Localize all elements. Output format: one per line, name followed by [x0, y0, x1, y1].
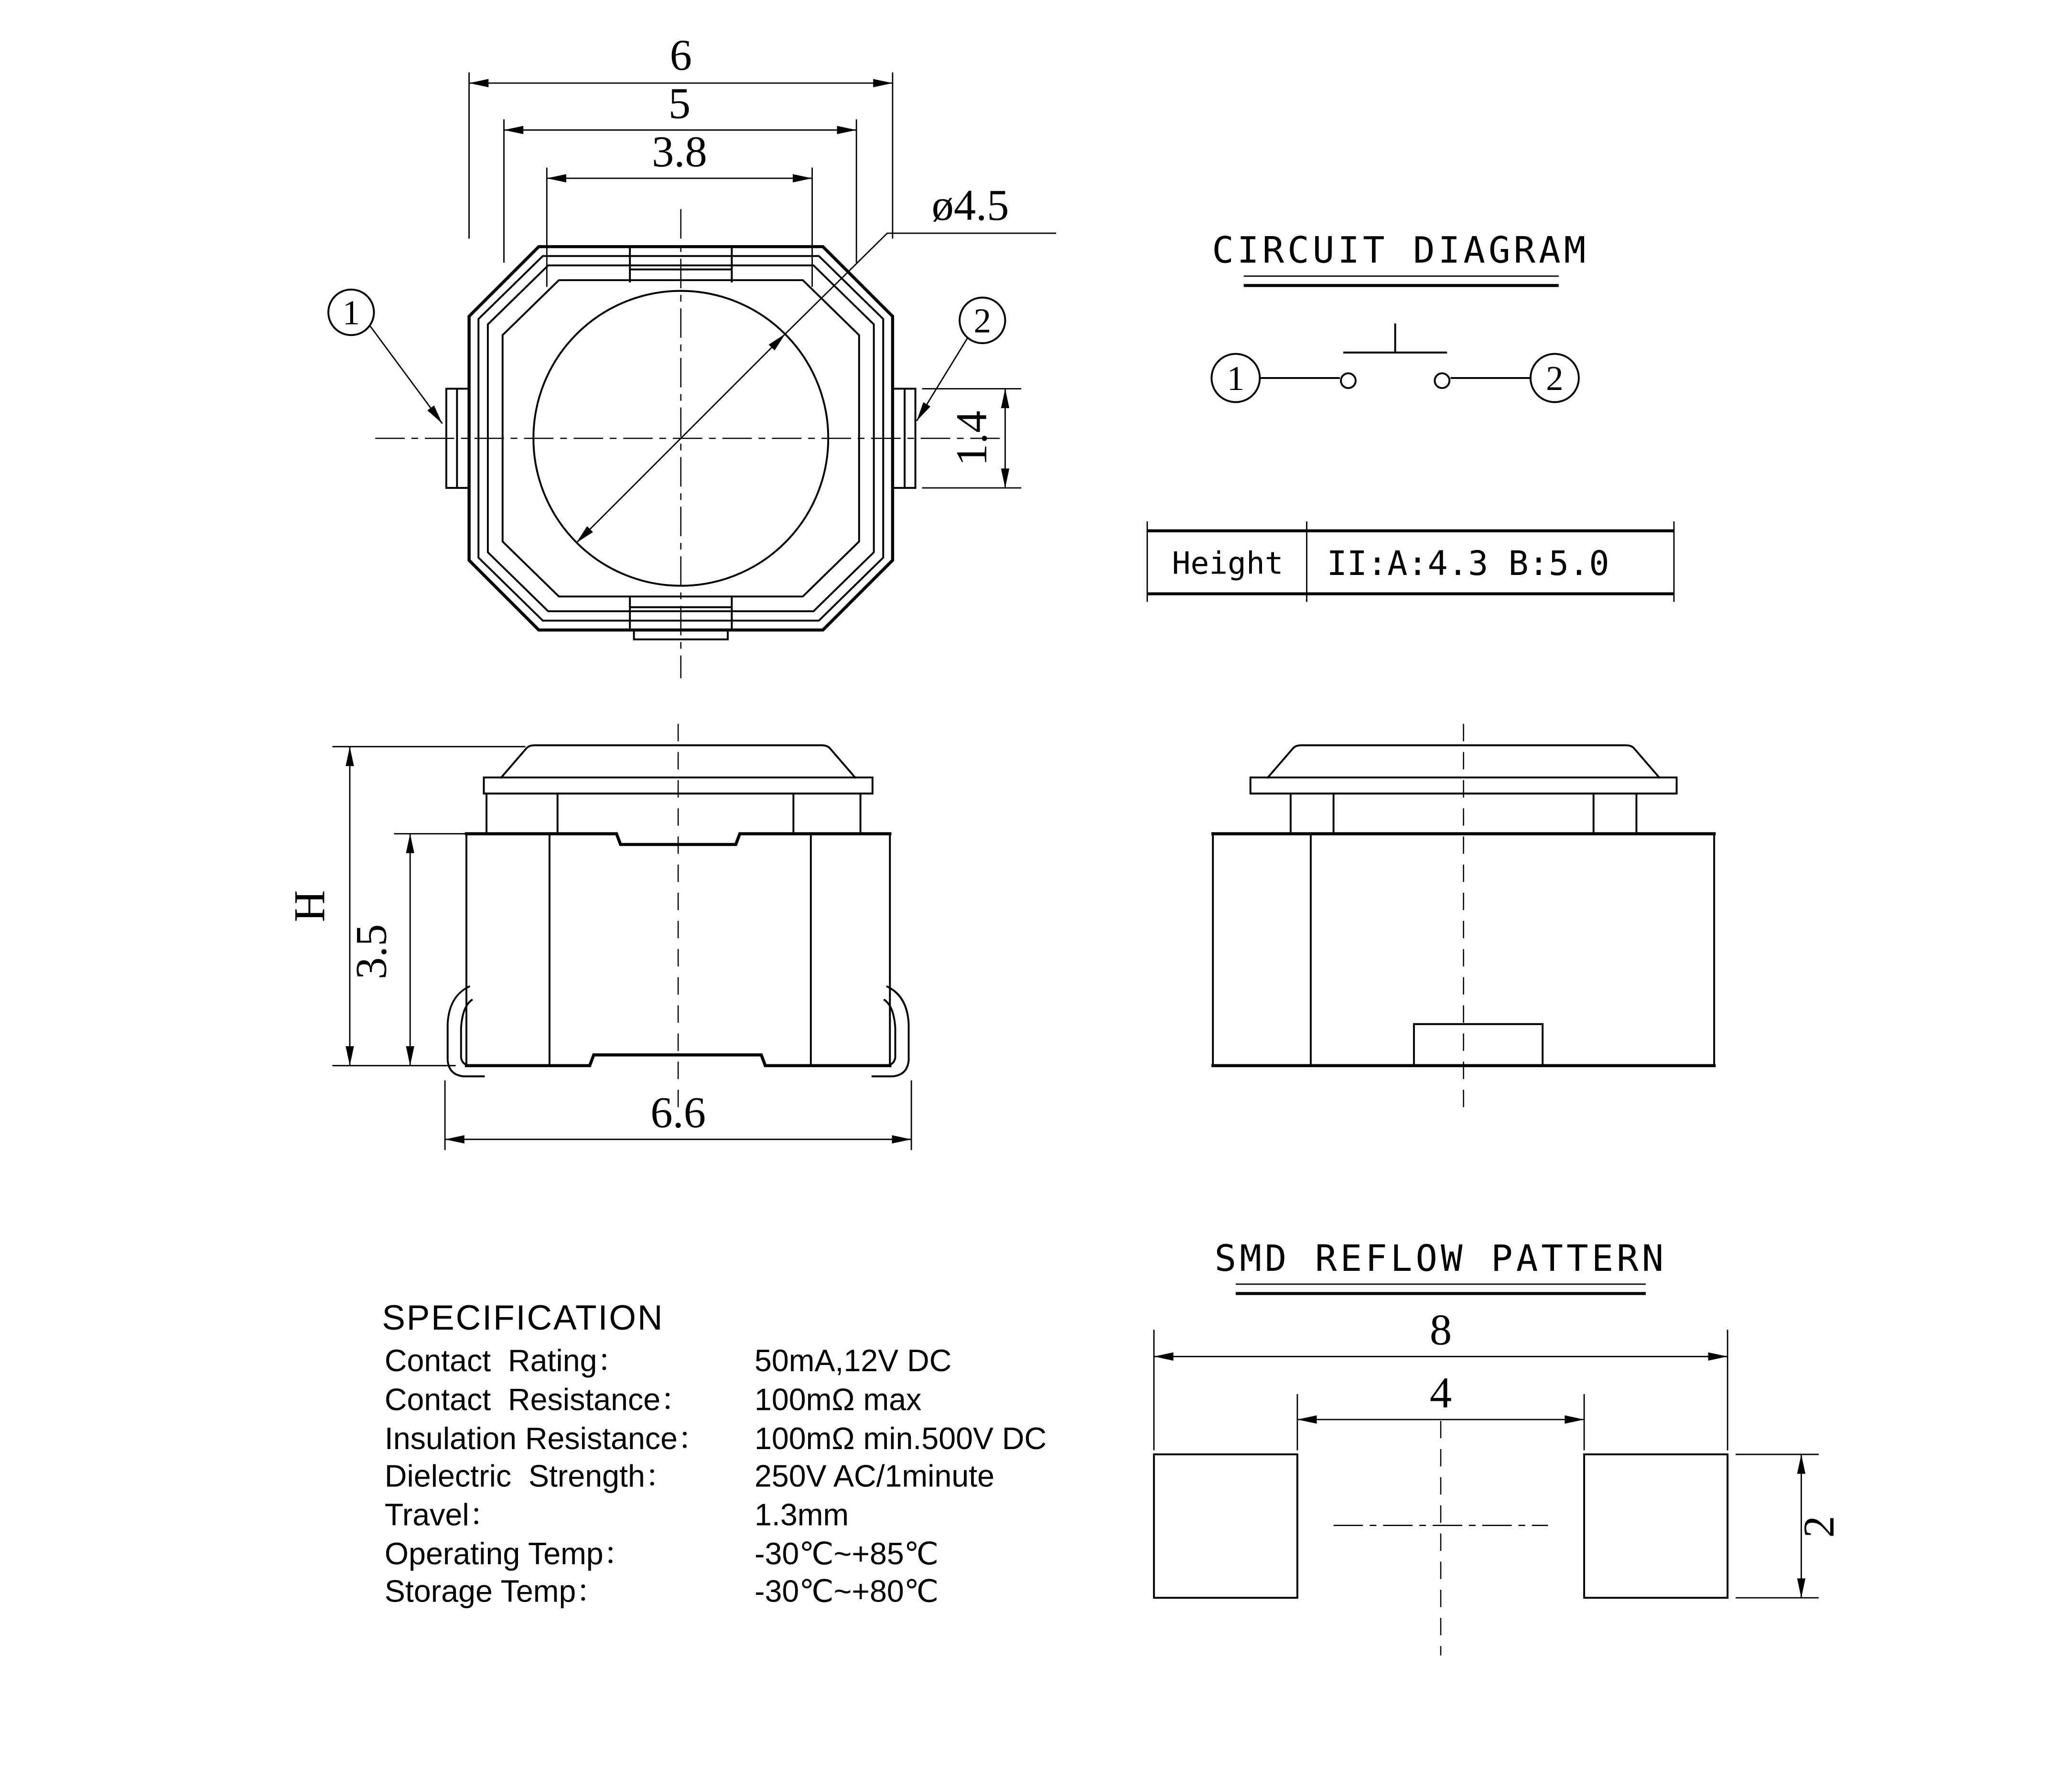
spec-row-label: Travel： — [384, 1497, 500, 1532]
spec-row-label: Insulation Resistance： — [384, 1421, 709, 1456]
spec-row-value: 1.3mm — [755, 1497, 849, 1532]
spec-row-label: Contact Resistance： — [384, 1382, 691, 1417]
spec-row-value: 50mA,12V DC — [755, 1343, 952, 1378]
dim-label-h: H — [285, 890, 335, 922]
spec-row-label: Storage Temp： — [384, 1574, 607, 1609]
circuit-diagram-title: CIRCUIT DIAGRAM — [1212, 229, 1589, 271]
height-table-value: II:A:4.3 B:5.0 — [1327, 544, 1609, 584]
spec-row-value: -30℃~+85℃ — [755, 1537, 939, 1571]
dim-label-3-5: 3.5 — [347, 924, 396, 980]
spec-row-value: 100mΩ max — [755, 1382, 922, 1417]
callout-2-label: 2 — [973, 301, 992, 340]
callout-1-label: 1 — [342, 293, 360, 332]
circuit-terminal-2-label: 2 — [1546, 359, 1564, 398]
spec-row-label: Operating Temp： — [384, 1537, 635, 1571]
specification-title: SPECIFICATION — [382, 1299, 664, 1338]
spec-row-value: 250V AC/1minute — [755, 1459, 995, 1494]
spec-row-value: -30℃~+80℃ — [755, 1574, 939, 1609]
dim-label-4: 4 — [1429, 1368, 1452, 1418]
dim-label-3-8: 3.8 — [652, 127, 707, 176]
dim-label-dia-4-5: ø4.5 — [931, 181, 1009, 230]
spec-row-label: Contact Rating： — [384, 1343, 628, 1378]
spec-row-label: Dielectric Strength： — [384, 1459, 676, 1494]
dim-label-6-6: 6.6 — [650, 1088, 706, 1137]
dim-label-1-4: 1.4 — [948, 411, 997, 466]
dim-label-6: 6 — [669, 31, 692, 80]
smd-pattern-title: SMD REFLOW PATTERN — [1214, 1237, 1667, 1279]
dim-label-2: 2 — [1794, 1516, 1844, 1538]
dim-label-8: 8 — [1429, 1306, 1452, 1355]
circuit-terminal-1-label: 1 — [1227, 359, 1245, 398]
height-table-label: Height — [1172, 545, 1284, 582]
dim-label-5: 5 — [668, 79, 691, 128]
spec-row-value: 100mΩ min.500V DC — [755, 1421, 1047, 1456]
